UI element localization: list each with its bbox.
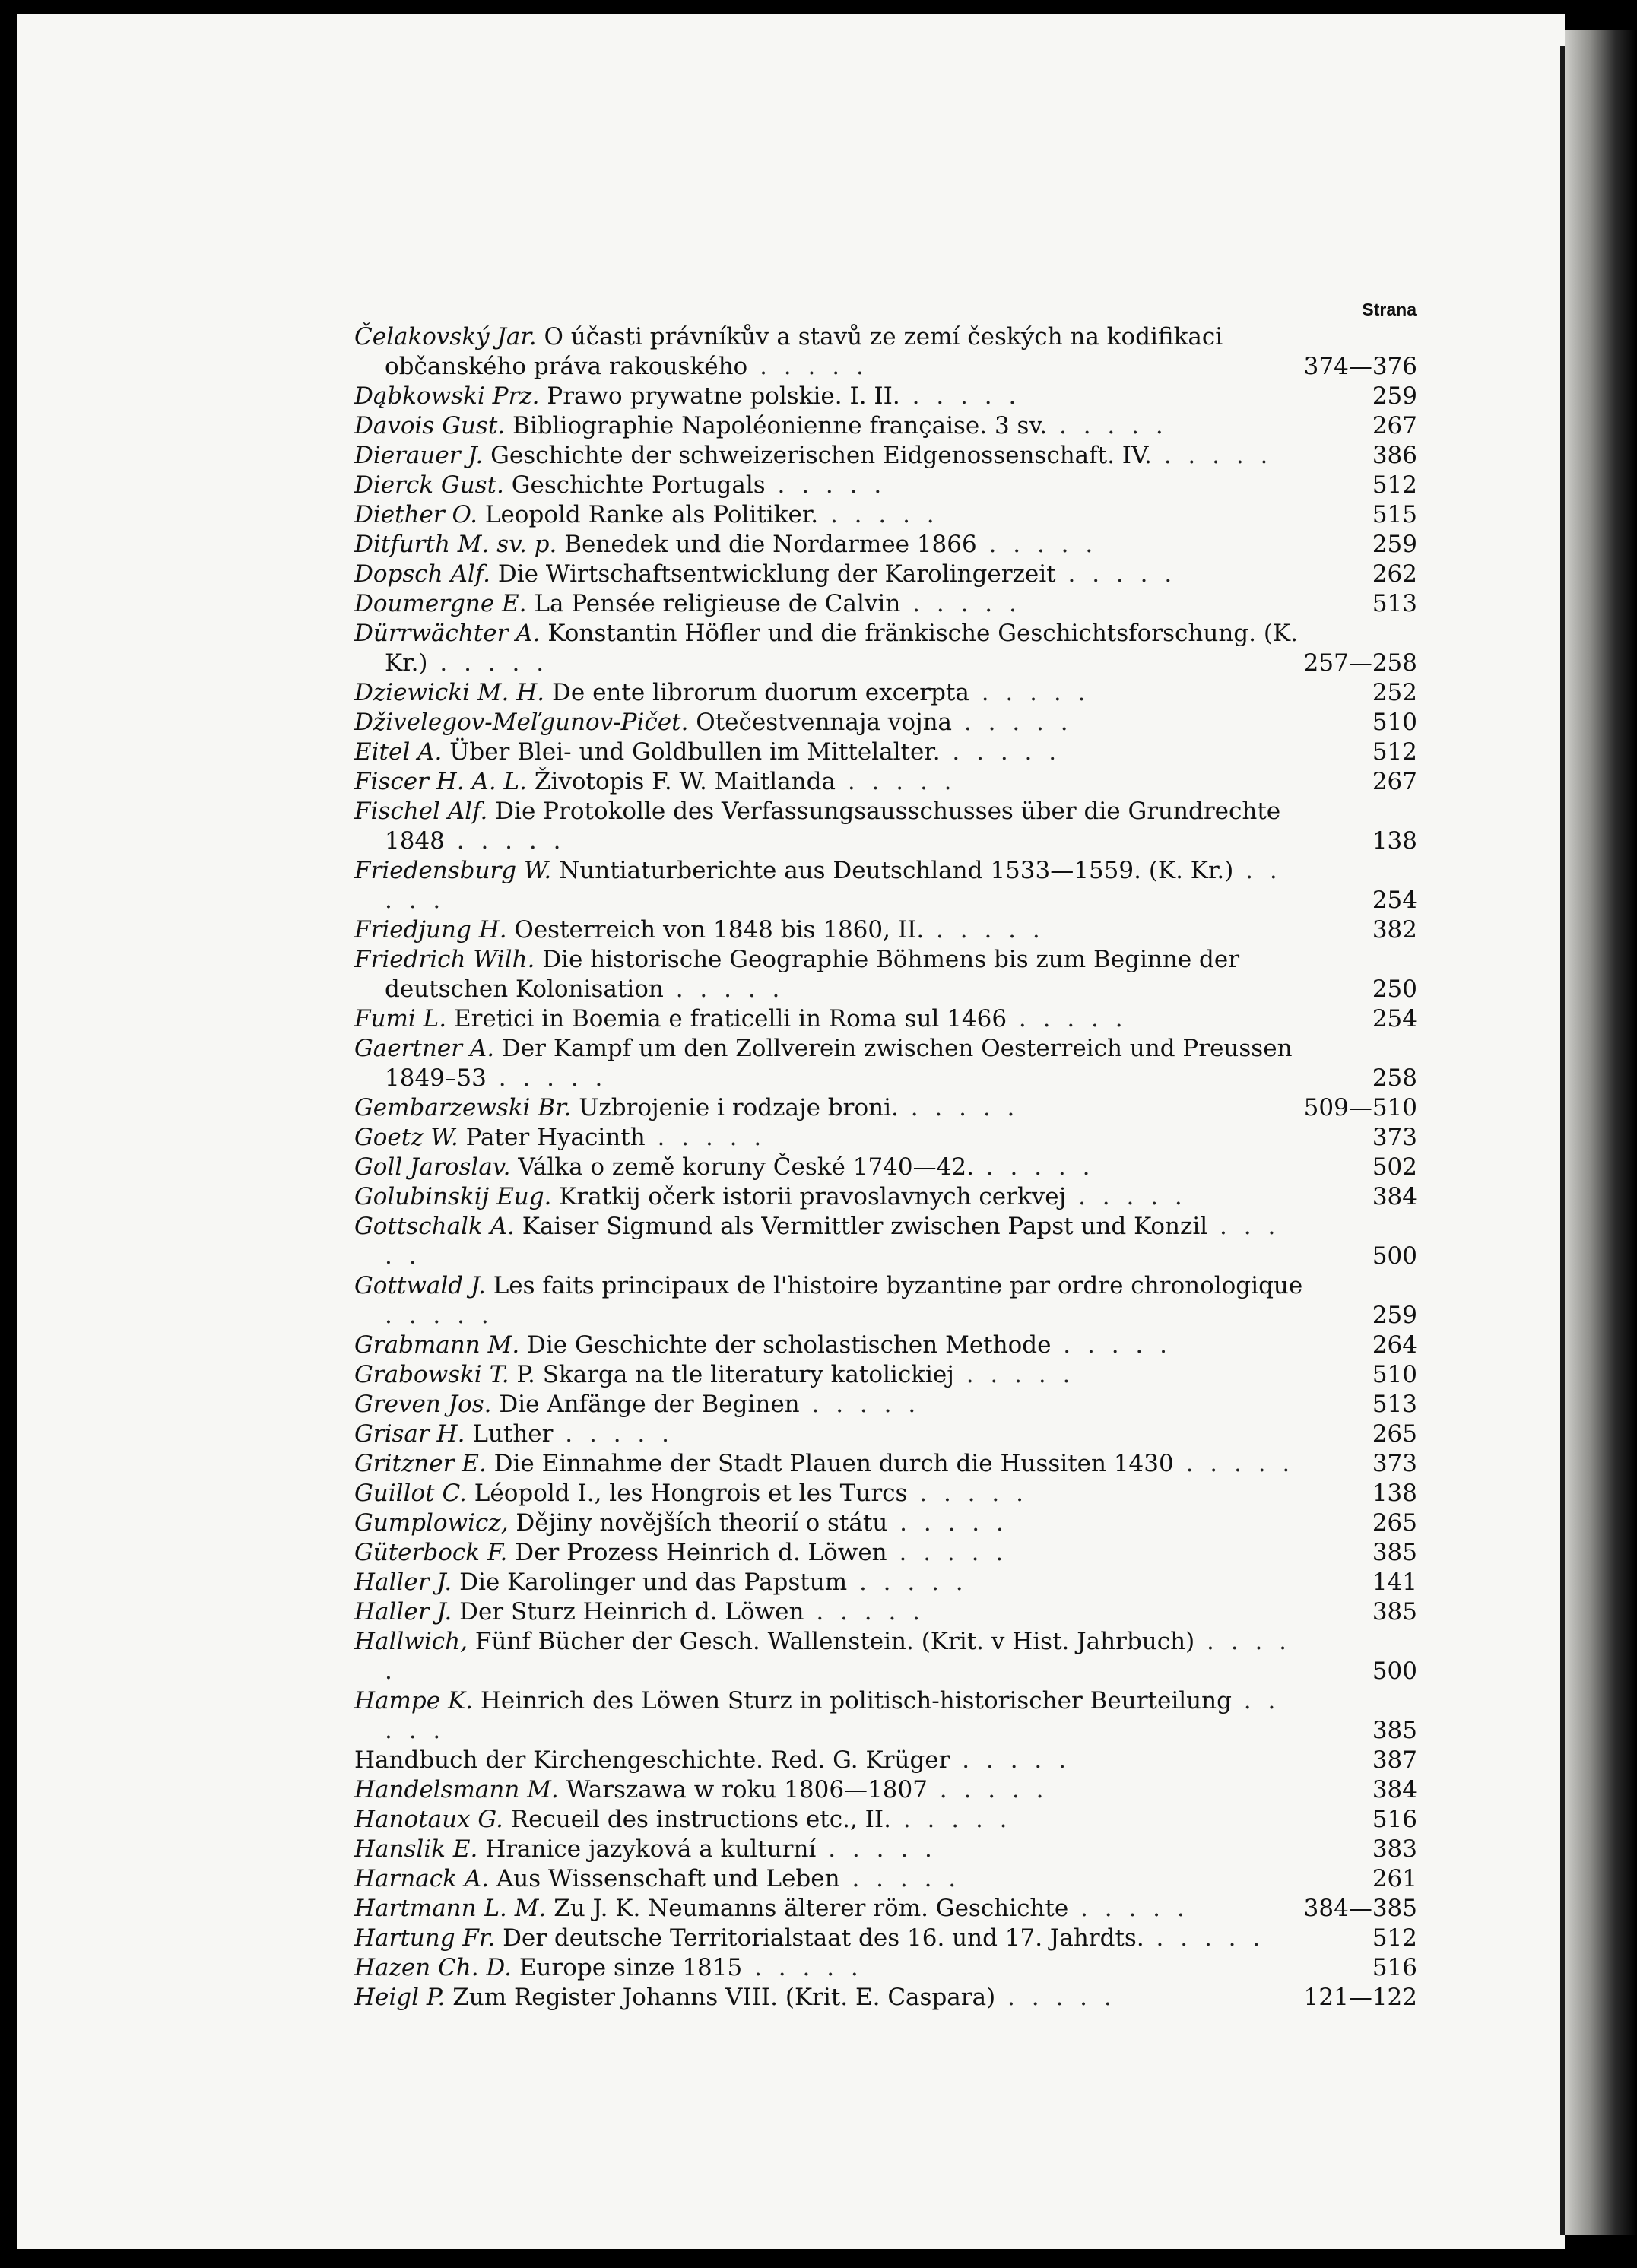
index-entry bbox=[354, 1538, 1417, 1568]
index-entry bbox=[354, 856, 1417, 915]
entry-page-number: 385 bbox=[1372, 1539, 1417, 1566]
entry-page-number: 384 bbox=[1372, 1183, 1417, 1210]
entry-page-number: 500 bbox=[1372, 1657, 1417, 1685]
entry-author: Hartmann L. M. bbox=[354, 1895, 547, 1922]
entry-page-number: 254 bbox=[1372, 887, 1417, 914]
entry-page-number: 387 bbox=[1372, 1746, 1417, 1774]
entry-page-number: 121—122 bbox=[1303, 1984, 1417, 2011]
entry-page-number: 254 bbox=[1372, 1005, 1417, 1032]
entry-title: Nuntiaturberichte aus Deutschland 1533—1559. (K. Kr.) bbox=[559, 857, 1234, 884]
entry-author: Friedensburg W. bbox=[354, 857, 552, 884]
entry-author: Gembarzewski Br. bbox=[354, 1094, 572, 1121]
leader-dots: . . . . . bbox=[1066, 1183, 1187, 1210]
entry-page-number: 502 bbox=[1372, 1153, 1417, 1181]
entry-page-number: 259 bbox=[1372, 1302, 1417, 1329]
entry-page-number: 373 bbox=[1372, 1124, 1417, 1151]
entry-page-number: 386 bbox=[1372, 442, 1417, 469]
entry-title: Leopold Ranke als Politiker. bbox=[484, 501, 819, 528]
leader-dots: . . . . . bbox=[427, 649, 549, 677]
leader-dots: . . . . . bbox=[898, 1094, 1020, 1121]
index-entry bbox=[354, 441, 1417, 471]
index-entry bbox=[354, 1449, 1417, 1479]
entry-author: Grabmann M. bbox=[354, 1331, 520, 1359]
leader-dots: . . . . . bbox=[385, 1628, 1292, 1685]
entry-title: Eretici in Boemia e fraticelli in Roma sul 1466 bbox=[453, 1005, 1007, 1032]
entry-author: Dziewicki M. H. bbox=[354, 679, 545, 706]
leader-dots: . . . . . bbox=[891, 1806, 1012, 1833]
entry-page-number: 265 bbox=[1372, 1509, 1417, 1537]
entry-page-number: 382 bbox=[1372, 916, 1417, 944]
entry-title: Der Kampf um den Zollverein zwischen Oesterreich und Preussen 1849–53 bbox=[385, 1035, 1293, 1092]
index-entry bbox=[354, 1953, 1417, 1983]
page-column-header: Strana bbox=[1362, 300, 1417, 319]
entry-author: Eitel A. bbox=[354, 738, 443, 766]
entry-author: Gottschalk A. bbox=[354, 1213, 515, 1240]
leader-dots: . . . . . bbox=[1051, 1331, 1172, 1359]
entry-author: Greven Jos. bbox=[354, 1391, 492, 1418]
leader-dots: . . . . . bbox=[887, 1509, 1008, 1537]
leader-dots: . . . . . bbox=[887, 1539, 1008, 1566]
entry-page-number: 510 bbox=[1372, 709, 1417, 736]
entry-page-number: 259 bbox=[1372, 382, 1417, 410]
leader-dots: . . . . . bbox=[900, 590, 1021, 617]
leader-dots: . . . . . bbox=[924, 916, 1045, 944]
entry-title: Prawo prywatne polskie. I. II. bbox=[547, 382, 900, 410]
index-entry bbox=[354, 500, 1417, 530]
entry-title: De ente librorum duorum excerpta bbox=[552, 679, 969, 706]
leader-dots: . . . . . bbox=[385, 1213, 1280, 1270]
entry-title: Geschichte der schweizerischen Eidgenossenschaft. IV. bbox=[490, 442, 1152, 469]
entry-author: Gottwald J. bbox=[354, 1272, 486, 1299]
entry-title: Die Einnahme der Stadt Plauen durch die Hussiten 1430 bbox=[493, 1450, 1174, 1477]
entry-author: Friedrich Wilh. bbox=[354, 946, 535, 973]
index-entry bbox=[354, 767, 1417, 797]
entry-page-number: 510 bbox=[1372, 1361, 1417, 1388]
leader-dots: . . . . . bbox=[385, 1687, 1280, 1744]
entry-title: Pater Hyacinth bbox=[465, 1124, 646, 1151]
entry-page-number: 384—385 bbox=[1303, 1895, 1417, 1922]
entry-author: Davois Gust. bbox=[354, 412, 506, 439]
leader-dots: . . . . . bbox=[940, 738, 1061, 766]
leader-dots: . . . . . bbox=[927, 1776, 1049, 1803]
index-entry bbox=[354, 915, 1417, 945]
entry-author: Grabowski T. bbox=[354, 1361, 509, 1388]
entry-page-number: 252 bbox=[1372, 679, 1417, 706]
index-entry bbox=[354, 1983, 1417, 2013]
entry-page-number: 141 bbox=[1372, 1569, 1417, 1596]
entry-title: Der deutsche Territorialstaat des 16. und 17. Jahrdts. bbox=[503, 1924, 1144, 1952]
entry-page-number: 265 bbox=[1372, 1420, 1417, 1448]
entry-title: Zum Register Johanns VIII. (Krit. E. Caspara) bbox=[452, 1984, 996, 2011]
index-entry bbox=[354, 1390, 1417, 1419]
entry-author: Dierauer J. bbox=[354, 442, 484, 469]
entry-author: Dierck Gust. bbox=[354, 471, 504, 499]
entry-author: Dživelegov-Meľgunov-Pičet. bbox=[354, 709, 689, 736]
index-entry bbox=[354, 1331, 1417, 1360]
index-entry bbox=[354, 1597, 1417, 1627]
entry-title: Kratkij očerk istorii pravoslavnych cerkvej bbox=[559, 1183, 1067, 1210]
entry-title: Die Anfänge der Beginen bbox=[499, 1391, 800, 1418]
entry-title: Warszawa w roku 1806—1807 bbox=[566, 1776, 928, 1803]
index-entry bbox=[354, 1508, 1417, 1538]
entry-title: Die Geschichte der scholastischen Methode bbox=[527, 1331, 1052, 1359]
entry-author: Haller J. bbox=[354, 1569, 452, 1596]
entry-page-number: 383 bbox=[1372, 1835, 1417, 1863]
entry-author: Gumplowicz, bbox=[354, 1509, 509, 1537]
leader-dots: . . . . . bbox=[742, 1954, 863, 1981]
entry-author: Haller J. bbox=[354, 1598, 452, 1626]
entry-page-number: 500 bbox=[1372, 1242, 1417, 1270]
entry-author: Hanotaux G. bbox=[354, 1806, 503, 1833]
leader-dots: . . . . . bbox=[1173, 1450, 1295, 1477]
index-entry bbox=[354, 560, 1417, 589]
index-entry bbox=[354, 1419, 1417, 1449]
index-entry bbox=[354, 708, 1417, 737]
index-entry bbox=[354, 1864, 1417, 1894]
leader-dots: . . . . . bbox=[765, 471, 887, 499]
index-entry bbox=[354, 589, 1417, 619]
leader-dots: . . . . . bbox=[976, 531, 1098, 558]
entry-author: Čelakovský Jar. bbox=[354, 323, 537, 351]
leader-dots: . . . . . bbox=[444, 827, 566, 855]
index-entry bbox=[354, 945, 1417, 1004]
index-entry bbox=[354, 1924, 1417, 1953]
entry-author: Dąbkowski Prz. bbox=[354, 382, 540, 410]
entry-page-number: 385 bbox=[1372, 1598, 1417, 1626]
leader-dots: . . . . . bbox=[816, 1835, 937, 1863]
entry-author: Grisar H. bbox=[354, 1420, 465, 1448]
entry-page-number: 512 bbox=[1372, 1924, 1417, 1952]
entry-author: Fumi L. bbox=[354, 1005, 447, 1032]
entry-title: Die Wirtschaftsentwicklung der Karolingerzeit bbox=[497, 560, 1056, 588]
entry-title: Životopis F. W. Maitlanda bbox=[534, 768, 836, 795]
entry-title: Die Karolinger und das Papstum bbox=[459, 1569, 848, 1596]
entry-author: Dopsch Alf. bbox=[354, 560, 490, 588]
leader-dots: . . . . . bbox=[747, 353, 868, 380]
leader-dots: . . . . . bbox=[1055, 560, 1177, 588]
leader-dots: . . . . . bbox=[952, 709, 1073, 736]
index-entry bbox=[354, 1835, 1417, 1864]
entry-page-number: 138 bbox=[1372, 1480, 1417, 1507]
index-entry bbox=[354, 411, 1417, 441]
entry-page-number: 258 bbox=[1372, 1064, 1417, 1092]
entry-title: Recueil des instructions etc., II. bbox=[510, 1806, 891, 1833]
entry-title: Luther bbox=[472, 1420, 554, 1448]
index-entry bbox=[354, 1686, 1417, 1746]
entry-author: Güterbock F. bbox=[354, 1539, 508, 1566]
entry-title: Der Prozess Heinrich d. Löwen bbox=[515, 1539, 887, 1566]
entry-page-number: 516 bbox=[1372, 1954, 1417, 1981]
leader-dots: . . . . . bbox=[1068, 1895, 1189, 1922]
index-entry bbox=[354, 1034, 1417, 1093]
entry-page-number: 509—510 bbox=[1303, 1094, 1417, 1121]
leader-dots: . . . . . bbox=[663, 975, 785, 1003]
entry-page-number: 262 bbox=[1372, 560, 1417, 588]
leader-dots: . . . . . bbox=[835, 768, 957, 795]
entry-page-number: 264 bbox=[1372, 1331, 1417, 1359]
index-entry bbox=[354, 1568, 1417, 1597]
leader-dots: . . . . . bbox=[907, 1480, 1028, 1507]
bibliography-index-list bbox=[354, 322, 1417, 2013]
leader-dots: . . . . . bbox=[839, 1865, 961, 1892]
leader-dots: . . . . . bbox=[953, 1361, 1075, 1388]
entry-title: Léopold I., les Hongrois et les Turcs bbox=[474, 1480, 908, 1507]
leader-dots: . . . . . bbox=[899, 382, 1021, 410]
index-entry bbox=[354, 678, 1417, 708]
entry-title: Kaiser Sigmund als Vermittler zwischen Papst und Konzil bbox=[522, 1213, 1208, 1240]
entry-page-number: 516 bbox=[1372, 1806, 1417, 1833]
entry-author: Guillot C. bbox=[354, 1480, 467, 1507]
entry-author: Ditfurth M. sv. p. bbox=[354, 531, 557, 558]
entry-title: Hranice jazyková a kulturní bbox=[485, 1835, 817, 1863]
entry-page-number: 512 bbox=[1372, 471, 1417, 499]
entry-title: Aus Wissenschaft und Leben bbox=[496, 1865, 840, 1892]
leader-dots: . . . . . bbox=[799, 1391, 921, 1418]
entry-title: P. Skarga na tle literatury katolickiej bbox=[516, 1361, 954, 1388]
entry-title: Zu J. K. Neumanns älterer röm. Geschichte bbox=[554, 1895, 1069, 1922]
entry-title: Les faits principaux de l'histoire byzantine par ordre chronologique bbox=[493, 1272, 1303, 1299]
entry-author: Fiscer H. A. L. bbox=[354, 768, 527, 795]
leader-dots: . . . . . bbox=[1151, 442, 1273, 469]
entry-author: Fischel Alf. bbox=[354, 798, 488, 825]
index-entry bbox=[354, 797, 1417, 856]
entry-author: Friedjung H. bbox=[354, 916, 507, 944]
leader-dots: . . . . . bbox=[950, 1746, 1071, 1774]
entry-page-number: 384 bbox=[1372, 1776, 1417, 1803]
entry-author: Hampe K. bbox=[354, 1687, 473, 1714]
leader-dots: . . . . . bbox=[1007, 1005, 1128, 1032]
entry-title: Heinrich des Löwen Sturz in politisch-historischer Beurteilung bbox=[480, 1687, 1232, 1714]
index-entry bbox=[354, 619, 1417, 678]
entry-page-number: 385 bbox=[1372, 1717, 1417, 1744]
entry-title: Die historische Geographie Böhmens bis zum Beginne der deutschen Kolonisation bbox=[385, 946, 1240, 1003]
entry-author: Hartung Fr. bbox=[354, 1924, 496, 1952]
entry-author: Goll Jaroslav. bbox=[354, 1153, 511, 1181]
entry-page-number: 138 bbox=[1372, 827, 1417, 855]
index-entry bbox=[354, 1182, 1417, 1212]
entry-page-number: 257—258 bbox=[1303, 649, 1417, 677]
entry-author: Gritzner E. bbox=[354, 1450, 487, 1477]
entry-author: Hazen Ch. D. bbox=[354, 1954, 512, 1981]
index-entry bbox=[354, 1775, 1417, 1805]
entry-title: Über Blei- und Goldbullen im Mittelalter. bbox=[449, 738, 941, 766]
entry-page-number: 513 bbox=[1372, 590, 1417, 617]
entry-title: Handbuch der Kirchengeschichte. Red. G. Krüger bbox=[354, 1746, 950, 1774]
entry-author: Handelsmann M. bbox=[354, 1776, 559, 1803]
index-entry bbox=[354, 530, 1417, 560]
entry-page-number: 512 bbox=[1372, 738, 1417, 766]
entry-page-number: 250 bbox=[1372, 975, 1417, 1003]
entry-page-number: 267 bbox=[1372, 768, 1417, 795]
index-entry bbox=[354, 1212, 1417, 1271]
index-entry bbox=[354, 382, 1417, 411]
leader-dots: . . . . . bbox=[969, 679, 1090, 706]
leader-dots: . . . . . bbox=[1047, 412, 1168, 439]
leader-dots: . . . . . bbox=[995, 1984, 1116, 2011]
leader-dots: . . . . . bbox=[804, 1598, 925, 1626]
entry-page-number: 513 bbox=[1372, 1391, 1417, 1418]
entry-page-number: 373 bbox=[1372, 1450, 1417, 1477]
entry-author: Hanslik E. bbox=[354, 1835, 478, 1863]
leader-dots: . . . . . bbox=[385, 857, 1282, 914]
entry-title: Die Protokolle des Verfassungsausschusses über die Grundrechte 1848 bbox=[385, 798, 1281, 855]
leader-dots: . . . . . bbox=[818, 501, 939, 528]
entry-title: Oesterreich von 1848 bis 1860, II. bbox=[514, 916, 925, 944]
entry-author: Dürrwächter A. bbox=[354, 620, 541, 647]
leader-dots: . . . . . bbox=[1144, 1924, 1265, 1952]
index-entry bbox=[354, 1479, 1417, 1508]
index-entry bbox=[354, 1004, 1417, 1034]
entry-title: Geschichte Portugals bbox=[511, 471, 766, 499]
leader-dots: . . . . . bbox=[553, 1420, 674, 1448]
entry-title: Otečestvennaja vojna bbox=[696, 709, 953, 736]
entry-title: Fünf Bücher der Gesch. Wallenstein. (Krit. v Hist. Jahrbuch) bbox=[474, 1628, 1195, 1655]
index-entry bbox=[354, 737, 1417, 767]
entry-author: Golubinskij Eug. bbox=[354, 1183, 552, 1210]
index-entry bbox=[354, 1360, 1417, 1390]
entry-title: Konstantin Höfler und die fränkische Geschichtsforschung. (K. Kr.) bbox=[385, 620, 1298, 677]
leader-dots: . . . . . bbox=[973, 1153, 1095, 1181]
entry-author: Gaertner A. bbox=[354, 1035, 495, 1062]
index-entry bbox=[354, 1123, 1417, 1153]
book-edge bbox=[1565, 30, 1637, 2235]
index-entry bbox=[354, 1271, 1417, 1331]
entry-author: Hallwich, bbox=[354, 1628, 468, 1655]
entry-page-number: 261 bbox=[1372, 1865, 1417, 1892]
index-entry bbox=[354, 1153, 1417, 1182]
entry-title: Europe sinze 1815 bbox=[519, 1954, 743, 1981]
entry-page-number: 267 bbox=[1372, 412, 1417, 439]
entry-page-number: 374—376 bbox=[1303, 353, 1417, 380]
entry-title: Bibliographie Napoléonienne française. 3 sv. bbox=[512, 412, 1048, 439]
entry-title: Dějiny novějších theorií o státu bbox=[516, 1509, 888, 1537]
index-entry bbox=[354, 1894, 1417, 1924]
index-entry bbox=[354, 322, 1417, 382]
entry-title: La Pensée religieuse de Calvin bbox=[534, 590, 901, 617]
index-entry bbox=[354, 471, 1417, 500]
entry-title: Der Sturz Heinrich d. Löwen bbox=[459, 1598, 804, 1626]
index-entry bbox=[354, 1627, 1417, 1686]
entry-title: Benedek und die Nordarmee 1866 bbox=[564, 531, 977, 558]
entry-author: Diether O. bbox=[354, 501, 478, 528]
leader-dots: . . . . . bbox=[847, 1569, 968, 1596]
entry-author: Harnack A. bbox=[354, 1865, 490, 1892]
entry-author: Heigl P. bbox=[354, 1984, 446, 2011]
entry-page-number: 515 bbox=[1372, 501, 1417, 528]
leader-dots: . . . . . bbox=[385, 1302, 493, 1329]
leader-dots: . . . . . bbox=[645, 1124, 766, 1151]
entry-title: Válka o země koruny České 1740—42. bbox=[518, 1153, 974, 1181]
index-entry bbox=[354, 1805, 1417, 1835]
leader-dots: . . . . . bbox=[486, 1064, 608, 1092]
entry-title: Uzbrojenie i rodzaje broni. bbox=[579, 1094, 899, 1121]
entry-author: Doumergne E. bbox=[354, 590, 527, 617]
entry-author: Goetz W. bbox=[354, 1124, 458, 1151]
entry-title: O účasti právníkův a stavů ze zemí českých na kodifikaci občanského práva rakouského bbox=[385, 323, 1223, 380]
index-entry bbox=[354, 1746, 1417, 1775]
index-entry bbox=[354, 1093, 1417, 1123]
entry-page-number: 259 bbox=[1372, 531, 1417, 558]
